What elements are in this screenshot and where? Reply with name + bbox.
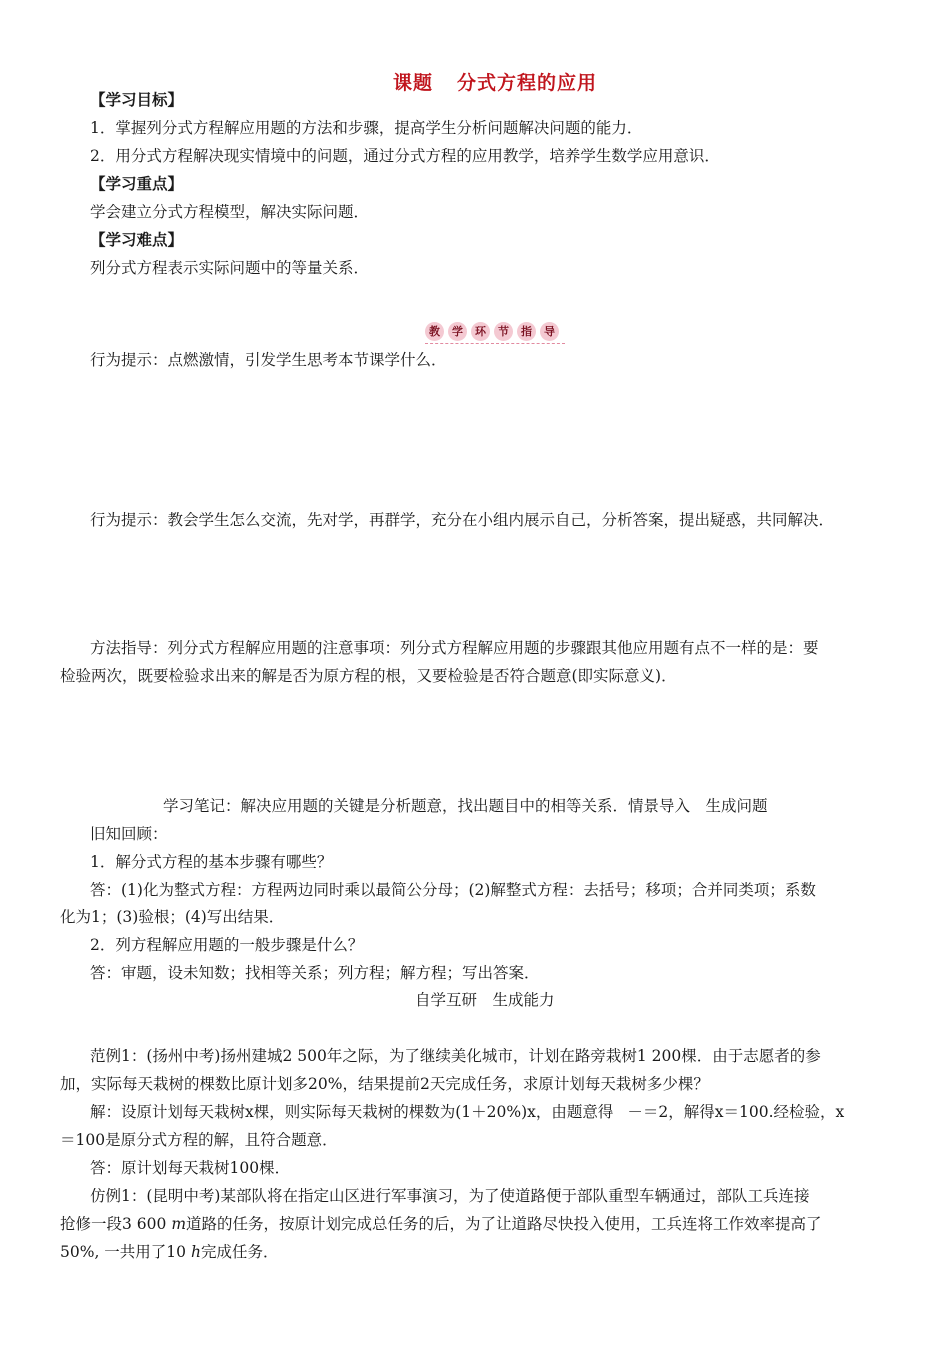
unit-meter: m (171, 1215, 187, 1233)
imitation-1-line-3 (60, 1242, 278, 1262)
method-guide-line-2: 检验两次，既要检验求出来的解是否为原方程的根，又要检验是否符合题意(即实际意义)． (60, 667, 677, 685)
imitation-text-a: 抢修一段3 600 (60, 1215, 172, 1233)
example-1-answer: 答：原计划每天栽树100棵． (90, 1159, 291, 1177)
solution-text-b: － (627, 1103, 643, 1121)
study-notes: 学习笔记：解决应用题的关键是分析题意，找出题目中的相等关系．情景导入 生成问题 (163, 797, 768, 815)
unit-hour: h (190, 1243, 201, 1261)
difficulties-heading: 【学习难点】 (90, 230, 184, 249)
teaching-guide-banner (425, 320, 565, 344)
behavior-hint-2: 行为提示：教会学生怎么交流，先对学，再群学，充分在小组内展示自己，分析答案，提出疑惑，共同解决． (90, 511, 835, 529)
review-answer-1-line-2: 化为1；(3)验根；(4)写出结果． (60, 908, 285, 926)
banner-char: 学 (448, 322, 467, 341)
example-1-solution-line-2: ＝100是原分式方程的解，且符合题意． (60, 1131, 338, 1149)
banner-char: 节 (494, 322, 513, 341)
solution-text-a: 解：设原计划每天栽树x棵，则实际每天栽树的棵数为(1＋20%)x，由题意得 (90, 1103, 614, 1121)
review-question-2: 2．列方程解应用题的一般步骤是什么？ (90, 936, 364, 954)
key-points-text: 学会建立分式方程模型，解决实际问题． (90, 203, 370, 221)
imitation-1-line-1: 仿例1：(昆明中考)某部队将在指定山区进行军事演习，为了使道路便于部队重型车辆通过，部队工兵连接 (90, 1187, 810, 1205)
difficulties-text: 列分式方程表示实际问题中的等量关系． (90, 259, 370, 277)
behavior-hint-1: 行为提示：点燃激情，引发学生思考本节课学什么． (90, 351, 447, 369)
review-heading: 旧知回顾： (90, 825, 168, 843)
example-1-line-1: 范例1：(扬州中考)扬州建城2 500年之际，为了继续美化城市，计划在路旁栽树1 200棵．由于志愿者的参 (90, 1047, 821, 1065)
review-answer-1-line-1: 答：(1)化为整式方程：方程两边同时乘以最简公分母；(2)解整式方程：去括号；移项；合并同类项；系数 (90, 881, 816, 899)
title-label: 课题 (392, 72, 433, 94)
imitation-1-line-2 (60, 1214, 822, 1234)
objective-item-2: 2．用分式方程解决现实情境中的问题，通过分式方程的应用教学，培养学生数学应用意识． (90, 147, 720, 165)
method-guide-line-1: 方法指导：列分式方程解应用题的注意事项：列分式方程解应用题的步骤跟其他应用题有点不一样的是：要 (90, 639, 819, 657)
solution-text-c: ＝2，解得x＝100.经检验，x (642, 1103, 845, 1121)
review-question-1: 1．解分式方程的基本步骤有哪些？ (90, 853, 333, 871)
objectives-heading: 【学习目标】 (90, 90, 184, 109)
imitation-text-b: 道路的任务，按原计划完成总任务的后，为了让道路尽快投入使用，工兵连将工作效率提高了 (186, 1215, 822, 1233)
imitation-text-d: 完成任务． (200, 1243, 279, 1261)
banner-underline (425, 343, 565, 344)
review-answer-2: 答：审题，设未知数；找相等关系；列方程；解方程；写出答案． (90, 964, 540, 982)
section-heading: 自学互研 生成能力 (415, 991, 555, 1009)
example-1-line-2: 加，实际每天栽树的棵数比原计划多20%，结果提前2天完成任务，求原计划每天栽树多少棵？ (60, 1075, 709, 1093)
key-points-heading: 【学习重点】 (90, 174, 184, 193)
title-topic: 分式方程的应用 (457, 72, 598, 94)
imitation-text-c: 50%, 一共用了10 (60, 1243, 191, 1261)
example-1-solution-line-1 (90, 1102, 844, 1122)
objective-item-1: 1．掌握列分式方程解应用题的方法和步骤，提高学生分析问题解决问题的能力． (90, 119, 643, 137)
banner-char: 导 (540, 322, 559, 341)
banner-char: 环 (471, 322, 490, 341)
banner-char: 指 (517, 322, 536, 341)
banner-char: 教 (425, 322, 444, 341)
